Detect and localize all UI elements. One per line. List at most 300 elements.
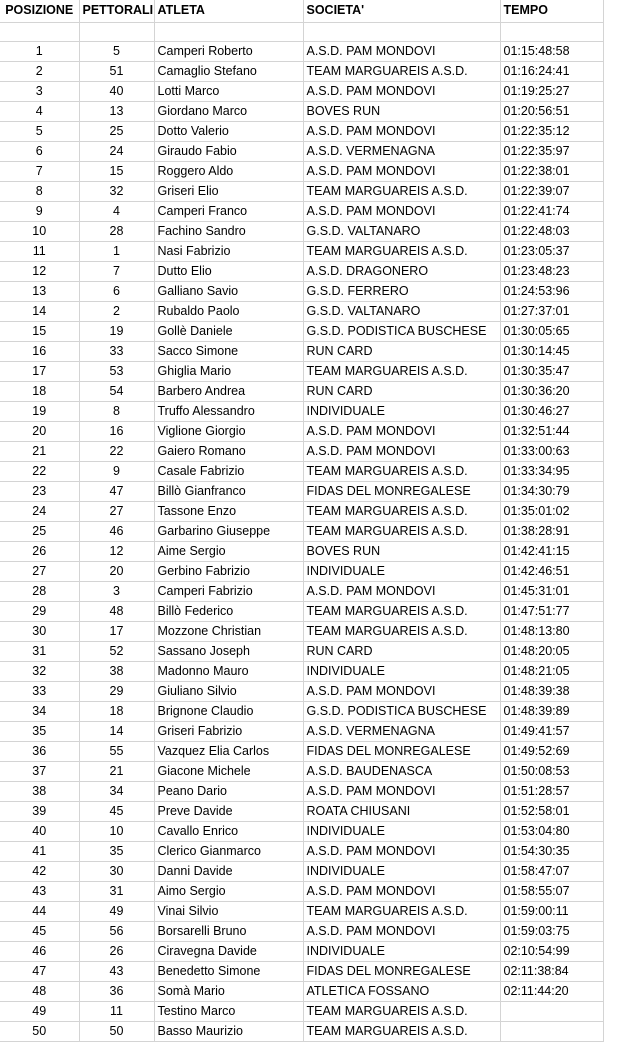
cell-societa[interactable]: TEAM MARGUAREIS A.S.D. — [303, 601, 500, 621]
cell-posizione[interactable]: 50 — [0, 1021, 79, 1041]
cell-tempo[interactable] — [500, 1021, 603, 1041]
table-row — [0, 401, 603, 421]
cell-tempo[interactable]: 01:38:28:91 — [500, 521, 603, 541]
cell-tempo[interactable]: 01:23:05:37 — [500, 241, 603, 261]
cell-atleta[interactable]: Camperi Roberto — [154, 41, 303, 61]
cell-societa[interactable]: TEAM MARGUAREIS A.S.D. — [303, 901, 500, 921]
cell-atleta[interactable]: Gerbino Fabrizio — [154, 561, 303, 581]
cell-atleta[interactable]: Griseri Elio — [154, 181, 303, 201]
cell-atleta[interactable]: Giraudo Fabio — [154, 141, 303, 161]
cell-societa[interactable]: INDIVIDUALE — [303, 821, 500, 841]
cell-tempo[interactable]: 01:30:46:27 — [500, 401, 603, 421]
cell-pettorale[interactable]: 22 — [79, 441, 154, 461]
cell-pettorale[interactable]: 11 — [79, 1001, 154, 1021]
cell-societa[interactable]: A.S.D. VERMENAGNA — [303, 721, 500, 741]
cell-pettorale[interactable]: 19 — [79, 321, 154, 341]
cell-tempo[interactable]: 01:49:52:69 — [500, 741, 603, 761]
cell-atleta[interactable]: Dutto Elio — [154, 261, 303, 281]
cell-societa[interactable]: TEAM MARGUAREIS A.S.D. — [303, 1001, 500, 1021]
cell-societa[interactable]: A.S.D. PAM MONDOVI — [303, 121, 500, 141]
cell-pettorale[interactable]: 30 — [79, 861, 154, 881]
cell-pettorale[interactable]: 10 — [79, 821, 154, 841]
cell-tempo[interactable]: 01:22:39:07 — [500, 181, 603, 201]
cell-atleta[interactable]: Basso Maurizio — [154, 1021, 303, 1041]
cell-pettorale[interactable]: 6 — [79, 281, 154, 301]
cell-pettorale[interactable]: 25 — [79, 121, 154, 141]
cell-pettorale[interactable]: 27 — [79, 501, 154, 521]
cell-pettorale[interactable]: 7 — [79, 261, 154, 281]
cell-atleta[interactable]: Preve Davide — [154, 801, 303, 821]
table-row — [0, 921, 603, 941]
cell-pettorale[interactable]: 47 — [79, 481, 154, 501]
cell-tempo[interactable]: 01:50:08:53 — [500, 761, 603, 781]
cell-tempo[interactable]: 01:22:48:03 — [500, 221, 603, 241]
cell-atleta[interactable]: Billò Federico — [154, 601, 303, 621]
cell-pettorale[interactable]: 20 — [79, 561, 154, 581]
cell-atleta[interactable]: Lotti Marco — [154, 81, 303, 101]
cell-posizione[interactable]: 5 — [0, 121, 79, 141]
header-atleta[interactable]: ATLETA — [154, 0, 303, 22]
cell-pettorale[interactable]: 32 — [79, 181, 154, 201]
cell-tempo[interactable]: 01:59:03:75 — [500, 921, 603, 941]
cell-atleta[interactable]: Danni Davide — [154, 861, 303, 881]
table-row — [0, 641, 603, 661]
table-row — [0, 321, 603, 341]
cell-pettorale[interactable]: 3 — [79, 581, 154, 601]
table-row — [0, 721, 603, 741]
cell-pettorale[interactable]: 18 — [79, 701, 154, 721]
header-societa[interactable]: SOCIETA' — [303, 0, 500, 22]
table-row — [0, 441, 603, 461]
cell-atleta[interactable]: Giordano Marco — [154, 101, 303, 121]
table-row — [0, 261, 603, 281]
cell-tempo[interactable]: 01:32:51:44 — [500, 421, 603, 441]
cell-posizione[interactable]: 7 — [0, 161, 79, 181]
cell-posizione[interactable]: 23 — [0, 481, 79, 501]
cell-posizione[interactable]: 10 — [0, 221, 79, 241]
cell-pettorale[interactable]: 55 — [79, 741, 154, 761]
cell-posizione[interactable]: 18 — [0, 381, 79, 401]
cell-posizione[interactable]: 48 — [0, 981, 79, 1001]
cell-posizione[interactable]: 20 — [0, 421, 79, 441]
cell-societa[interactable]: TEAM MARGUAREIS A.S.D. — [303, 241, 500, 261]
cell-posizione[interactable]: 13 — [0, 281, 79, 301]
cell-atleta[interactable]: Casale Fabrizio — [154, 461, 303, 481]
cell-tempo[interactable]: 01:22:41:74 — [500, 201, 603, 221]
blank-cell[interactable] — [303, 22, 500, 41]
cell-societa[interactable]: TEAM MARGUAREIS A.S.D. — [303, 461, 500, 481]
cell-posizione[interactable]: 27 — [0, 561, 79, 581]
table-row — [0, 241, 603, 261]
cell-posizione[interactable]: 33 — [0, 681, 79, 701]
cell-pettorale[interactable]: 51 — [79, 61, 154, 81]
cell-posizione[interactable]: 15 — [0, 321, 79, 341]
cell-societa[interactable]: A.S.D. DRAGONERO — [303, 261, 500, 281]
cell-atleta[interactable]: Rubaldo Paolo — [154, 301, 303, 321]
cell-societa[interactable]: TEAM MARGUAREIS A.S.D. — [303, 501, 500, 521]
cell-pettorale[interactable]: 54 — [79, 381, 154, 401]
cell-tempo[interactable]: 01:19:25:27 — [500, 81, 603, 101]
cell-societa[interactable]: G.S.D. PODISTICA BUSCHESE — [303, 321, 500, 341]
cell-pettorale[interactable]: 29 — [79, 681, 154, 701]
cell-tempo[interactable]: 01:42:41:15 — [500, 541, 603, 561]
cell-posizione[interactable]: 19 — [0, 401, 79, 421]
cell-societa[interactable]: FIDAS DEL MONREGALESE — [303, 961, 500, 981]
cell-tempo[interactable]: 01:30:14:45 — [500, 341, 603, 361]
cell-posizione[interactable]: 1 — [0, 41, 79, 61]
cell-posizione[interactable]: 16 — [0, 341, 79, 361]
cell-pettorale[interactable]: 4 — [79, 201, 154, 221]
cell-pettorale[interactable]: 13 — [79, 101, 154, 121]
cell-posizione[interactable]: 9 — [0, 201, 79, 221]
cell-societa[interactable]: A.S.D. PAM MONDOVI — [303, 581, 500, 601]
cell-societa[interactable]: G.S.D. VALTANARO — [303, 221, 500, 241]
cell-pettorale[interactable]: 36 — [79, 981, 154, 1001]
table-row — [0, 661, 603, 681]
cell-atleta[interactable]: Fachino Sandro — [154, 221, 303, 241]
cell-pettorale[interactable]: 48 — [79, 601, 154, 621]
cell-societa[interactable]: RUN CARD — [303, 641, 500, 661]
cell-tempo[interactable]: 01:33:34:95 — [500, 461, 603, 481]
cell-atleta[interactable]: Vinai Silvio — [154, 901, 303, 921]
cell-atleta[interactable]: Tassone Enzo — [154, 501, 303, 521]
table-row — [0, 81, 603, 101]
cell-societa[interactable]: FIDAS DEL MONREGALESE — [303, 741, 500, 761]
cell-societa[interactable]: A.S.D. PAM MONDOVI — [303, 441, 500, 461]
cell-tempo[interactable]: 01:20:56:51 — [500, 101, 603, 121]
cell-tempo[interactable]: 01:22:35:97 — [500, 141, 603, 161]
cell-societa[interactable]: ATLETICA FOSSANO — [303, 981, 500, 1001]
cell-tempo[interactable]: 01:47:51:77 — [500, 601, 603, 621]
table-row — [0, 881, 603, 901]
cell-societa[interactable]: A.S.D. PAM MONDOVI — [303, 201, 500, 221]
cell-atleta[interactable]: Testino Marco — [154, 1001, 303, 1021]
cell-tempo[interactable]: 01:24:53:96 — [500, 281, 603, 301]
table-row — [0, 101, 603, 121]
cell-pettorale[interactable]: 31 — [79, 881, 154, 901]
table-row — [0, 541, 603, 561]
table-row — [0, 461, 603, 481]
cell-societa[interactable]: RUN CARD — [303, 381, 500, 401]
cell-posizione[interactable]: 11 — [0, 241, 79, 261]
cell-posizione[interactable]: 6 — [0, 141, 79, 161]
cell-atleta[interactable]: Mozzone Christian — [154, 621, 303, 641]
cell-posizione[interactable]: 26 — [0, 541, 79, 561]
cell-posizione[interactable]: 4 — [0, 101, 79, 121]
cell-posizione[interactable]: 42 — [0, 861, 79, 881]
cell-societa[interactable]: BOVES RUN — [303, 541, 500, 561]
cell-societa[interactable]: A.S.D. PAM MONDOVI — [303, 81, 500, 101]
cell-pettorale[interactable]: 33 — [79, 341, 154, 361]
cell-posizione[interactable]: 36 — [0, 741, 79, 761]
table-row — [0, 41, 603, 61]
cell-societa[interactable]: A.S.D. PAM MONDOVI — [303, 161, 500, 181]
cell-posizione[interactable]: 38 — [0, 781, 79, 801]
table-row — [0, 281, 603, 301]
cell-societa[interactable]: ROATA CHIUSANI — [303, 801, 500, 821]
cell-tempo[interactable]: 01:35:01:02 — [500, 501, 603, 521]
cell-atleta[interactable]: Gollè Daniele — [154, 321, 303, 341]
cell-pettorale[interactable]: 24 — [79, 141, 154, 161]
cell-pettorale[interactable]: 43 — [79, 961, 154, 981]
cell-posizione[interactable]: 22 — [0, 461, 79, 481]
cell-societa[interactable]: A.S.D. PAM MONDOVI — [303, 41, 500, 61]
table-row — [0, 821, 603, 841]
cell-societa[interactable]: A.S.D. PAM MONDOVI — [303, 881, 500, 901]
cell-atleta[interactable]: Truffo Alessandro — [154, 401, 303, 421]
cell-pettorale[interactable]: 1 — [79, 241, 154, 261]
table-row — [0, 801, 603, 821]
table-row — [0, 421, 603, 441]
cell-posizione[interactable]: 8 — [0, 181, 79, 201]
cell-atleta[interactable]: Borsarelli Bruno — [154, 921, 303, 941]
cell-societa[interactable]: INDIVIDUALE — [303, 661, 500, 681]
cell-atleta[interactable]: Vazquez Elia Carlos — [154, 741, 303, 761]
cell-atleta[interactable]: Viglione Giorgio — [154, 421, 303, 441]
cell-tempo[interactable]: 01:48:39:38 — [500, 681, 603, 701]
cell-pettorale[interactable]: 15 — [79, 161, 154, 181]
cell-societa[interactable]: A.S.D. PAM MONDOVI — [303, 781, 500, 801]
blank-cell[interactable] — [500, 22, 603, 41]
cell-societa[interactable]: RUN CARD — [303, 341, 500, 361]
cell-tempo[interactable]: 02:10:54:99 — [500, 941, 603, 961]
cell-atleta[interactable]: Giacone Michele — [154, 761, 303, 781]
cell-tempo[interactable]: 01:16:24:41 — [500, 61, 603, 81]
cell-societa[interactable]: TEAM MARGUAREIS A.S.D. — [303, 1021, 500, 1041]
cell-pettorale[interactable]: 38 — [79, 661, 154, 681]
blank-cell[interactable] — [154, 22, 303, 41]
table-row — [0, 741, 603, 761]
table-row — [0, 521, 603, 541]
blank-cell[interactable] — [79, 22, 154, 41]
table-row — [0, 561, 603, 581]
cell-tempo[interactable]: 01:34:30:79 — [500, 481, 603, 501]
cell-societa[interactable]: TEAM MARGUAREIS A.S.D. — [303, 621, 500, 641]
cell-posizione[interactable]: 41 — [0, 841, 79, 861]
table-row — [0, 841, 603, 861]
cell-pettorale[interactable]: 45 — [79, 801, 154, 821]
cell-tempo[interactable] — [500, 1001, 603, 1021]
cell-atleta[interactable]: Camperi Fabrizio — [154, 581, 303, 601]
cell-pettorale[interactable]: 35 — [79, 841, 154, 861]
cell-pettorale[interactable]: 49 — [79, 901, 154, 921]
cell-posizione[interactable]: 2 — [0, 61, 79, 81]
cell-societa[interactable]: A.S.D. PAM MONDOVI — [303, 681, 500, 701]
cell-atleta[interactable]: Madonno Mauro — [154, 661, 303, 681]
cell-posizione[interactable]: 34 — [0, 701, 79, 721]
cell-pettorale[interactable]: 8 — [79, 401, 154, 421]
cell-societa[interactable]: TEAM MARGUAREIS A.S.D. — [303, 61, 500, 81]
cell-pettorale[interactable]: 2 — [79, 301, 154, 321]
cell-atleta[interactable]: Ghiglia Mario — [154, 361, 303, 381]
table-row — [0, 701, 603, 721]
cell-atleta[interactable]: Nasi Fabrizio — [154, 241, 303, 261]
table-row — [0, 361, 603, 381]
table-row — [0, 61, 603, 81]
cell-posizione[interactable]: 32 — [0, 661, 79, 681]
table-row — [0, 861, 603, 881]
cell-posizione[interactable]: 28 — [0, 581, 79, 601]
cell-tempo[interactable]: 01:33:00:63 — [500, 441, 603, 461]
cell-societa[interactable]: TEAM MARGUAREIS A.S.D. — [303, 361, 500, 381]
cell-atleta[interactable]: Sacco Simone — [154, 341, 303, 361]
cell-atleta[interactable]: Aimo Sergio — [154, 881, 303, 901]
cell-tempo[interactable]: 01:22:35:12 — [500, 121, 603, 141]
cell-tempo[interactable]: 01:30:35:47 — [500, 361, 603, 381]
cell-tempo[interactable]: 01:58:55:07 — [500, 881, 603, 901]
cell-atleta[interactable]: Somà Mario — [154, 981, 303, 1001]
cell-posizione[interactable]: 17 — [0, 361, 79, 381]
cell-societa[interactable]: INDIVIDUALE — [303, 401, 500, 421]
cell-tempo[interactable]: 01:48:20:05 — [500, 641, 603, 661]
cell-societa[interactable]: G.S.D. FERRERO — [303, 281, 500, 301]
cell-tempo[interactable]: 01:15:48:58 — [500, 41, 603, 61]
table-row — [0, 621, 603, 641]
cell-pettorale[interactable]: 21 — [79, 761, 154, 781]
cell-atleta[interactable]: Giuliano Silvio — [154, 681, 303, 701]
cell-societa[interactable]: TEAM MARGUAREIS A.S.D. — [303, 521, 500, 541]
cell-tempo[interactable]: 01:30:05:65 — [500, 321, 603, 341]
cell-posizione[interactable]: 21 — [0, 441, 79, 461]
cell-posizione[interactable]: 46 — [0, 941, 79, 961]
header-row — [0, 0, 603, 22]
cell-tempo[interactable]: 01:54:30:35 — [500, 841, 603, 861]
cell-societa[interactable]: INDIVIDUALE — [303, 561, 500, 581]
cell-posizione[interactable]: 39 — [0, 801, 79, 821]
cell-posizione[interactable]: 30 — [0, 621, 79, 641]
cell-tempo[interactable]: 01:48:21:05 — [500, 661, 603, 681]
cell-atleta[interactable]: Peano Dario — [154, 781, 303, 801]
cell-posizione[interactable]: 47 — [0, 961, 79, 981]
cell-atleta[interactable]: Galliano Savio — [154, 281, 303, 301]
cell-atleta[interactable]: Cavallo Enrico — [154, 821, 303, 841]
table-row — [0, 981, 603, 1001]
cell-tempo[interactable]: 01:51:28:57 — [500, 781, 603, 801]
table-row — [0, 301, 603, 321]
cell-posizione[interactable]: 25 — [0, 521, 79, 541]
blank-row — [0, 22, 603, 41]
cell-pettorale[interactable]: 9 — [79, 461, 154, 481]
cell-atleta[interactable]: Garbarino Giuseppe — [154, 521, 303, 541]
header-tempo[interactable]: TEMPO — [500, 0, 603, 22]
cell-pettorale[interactable]: 12 — [79, 541, 154, 561]
cell-tempo[interactable]: 01:48:13:80 — [500, 621, 603, 641]
cell-pettorale[interactable]: 46 — [79, 521, 154, 541]
cell-posizione[interactable]: 35 — [0, 721, 79, 741]
cell-tempo[interactable]: 01:58:47:07 — [500, 861, 603, 881]
cell-tempo[interactable]: 01:42:46:51 — [500, 561, 603, 581]
cell-atleta[interactable]: Sassano Joseph — [154, 641, 303, 661]
cell-posizione[interactable]: 3 — [0, 81, 79, 101]
cell-pettorale[interactable]: 17 — [79, 621, 154, 641]
cell-societa[interactable]: INDIVIDUALE — [303, 941, 500, 961]
cell-atleta[interactable]: Benedetto Simone — [154, 961, 303, 981]
cell-societa[interactable]: A.S.D. PAM MONDOVI — [303, 421, 500, 441]
cell-atleta[interactable]: Gaiero Romano — [154, 441, 303, 461]
cell-pettorale[interactable]: 40 — [79, 81, 154, 101]
cell-societa[interactable]: G.S.D. VALTANARO — [303, 301, 500, 321]
cell-tempo[interactable]: 01:22:38:01 — [500, 161, 603, 181]
blank-cell[interactable] — [0, 22, 79, 41]
cell-atleta[interactable]: Billò Gianfranco — [154, 481, 303, 501]
cell-pettorale[interactable]: 50 — [79, 1021, 154, 1041]
table-row — [0, 601, 603, 621]
cell-atleta[interactable]: Ciravegna Davide — [154, 941, 303, 961]
cell-tempo[interactable]: 01:48:39:89 — [500, 701, 603, 721]
cell-tempo[interactable]: 01:52:58:01 — [500, 801, 603, 821]
cell-pettorale[interactable]: 26 — [79, 941, 154, 961]
cell-tempo[interactable]: 01:53:04:80 — [500, 821, 603, 841]
cell-societa[interactable]: A.S.D. PAM MONDOVI — [303, 921, 500, 941]
cell-atleta[interactable]: Brignone Claudio — [154, 701, 303, 721]
cell-societa[interactable]: A.S.D. PAM MONDOVI — [303, 841, 500, 861]
cell-posizione[interactable]: 43 — [0, 881, 79, 901]
cell-pettorale[interactable]: 5 — [79, 41, 154, 61]
cell-pettorale[interactable]: 28 — [79, 221, 154, 241]
cell-tempo[interactable]: 01:27:37:01 — [500, 301, 603, 321]
cell-atleta[interactable]: Dotto Valerio — [154, 121, 303, 141]
table-row — [0, 141, 603, 161]
cell-societa[interactable]: G.S.D. PODISTICA BUSCHESE — [303, 701, 500, 721]
cell-societa[interactable]: A.S.D. BAUDENASCA — [303, 761, 500, 781]
cell-tempo[interactable]: 01:23:48:23 — [500, 261, 603, 281]
cell-atleta[interactable]: Camperi Franco — [154, 201, 303, 221]
header-posizione[interactable]: POSIZIONE — [0, 0, 79, 22]
cell-societa[interactable]: TEAM MARGUAREIS A.S.D. — [303, 181, 500, 201]
cell-pettorale[interactable]: 14 — [79, 721, 154, 741]
cell-posizione[interactable]: 29 — [0, 601, 79, 621]
table-row — [0, 901, 603, 921]
cell-tempo[interactable]: 02:11:44:20 — [500, 981, 603, 1001]
table-row — [0, 201, 603, 221]
cell-tempo[interactable]: 01:45:31:01 — [500, 581, 603, 601]
cell-societa[interactable]: BOVES RUN — [303, 101, 500, 121]
cell-tempo[interactable]: 01:59:00:11 — [500, 901, 603, 921]
cell-societa[interactable]: A.S.D. VERMENAGNA — [303, 141, 500, 161]
table-row — [0, 961, 603, 981]
cell-posizione[interactable]: 24 — [0, 501, 79, 521]
cell-posizione[interactable]: 44 — [0, 901, 79, 921]
cell-atleta[interactable]: Roggero Aldo — [154, 161, 303, 181]
cell-posizione[interactable]: 14 — [0, 301, 79, 321]
cell-posizione[interactable]: 12 — [0, 261, 79, 281]
cell-posizione[interactable]: 49 — [0, 1001, 79, 1021]
table-row — [0, 121, 603, 141]
cell-pettorale[interactable]: 16 — [79, 421, 154, 441]
cell-tempo[interactable]: 01:49:41:57 — [500, 721, 603, 741]
cell-posizione[interactable]: 37 — [0, 761, 79, 781]
cell-atleta[interactable]: Aime Sergio — [154, 541, 303, 561]
cell-pettorale[interactable]: 53 — [79, 361, 154, 381]
cell-pettorale[interactable]: 56 — [79, 921, 154, 941]
cell-atleta[interactable]: Griseri Fabrizio — [154, 721, 303, 741]
cell-atleta[interactable]: Camaglio Stefano — [154, 61, 303, 81]
cell-atleta[interactable]: Clerico Gianmarco — [154, 841, 303, 861]
header-pettorali[interactable]: PETTORALI — [79, 0, 154, 22]
cell-pettorale[interactable]: 52 — [79, 641, 154, 661]
cell-societa[interactable]: INDIVIDUALE — [303, 861, 500, 881]
cell-pettorale[interactable]: 34 — [79, 781, 154, 801]
table-row — [0, 221, 603, 241]
cell-posizione[interactable]: 31 — [0, 641, 79, 661]
cell-posizione[interactable]: 40 — [0, 821, 79, 841]
cell-posizione[interactable]: 45 — [0, 921, 79, 941]
cell-tempo[interactable]: 01:30:36:20 — [500, 381, 603, 401]
cell-societa[interactable]: FIDAS DEL MONREGALESE — [303, 481, 500, 501]
cell-atleta[interactable]: Barbero Andrea — [154, 381, 303, 401]
cell-tempo[interactable]: 02:11:38:84 — [500, 961, 603, 981]
results-body — [0, 41, 603, 1041]
